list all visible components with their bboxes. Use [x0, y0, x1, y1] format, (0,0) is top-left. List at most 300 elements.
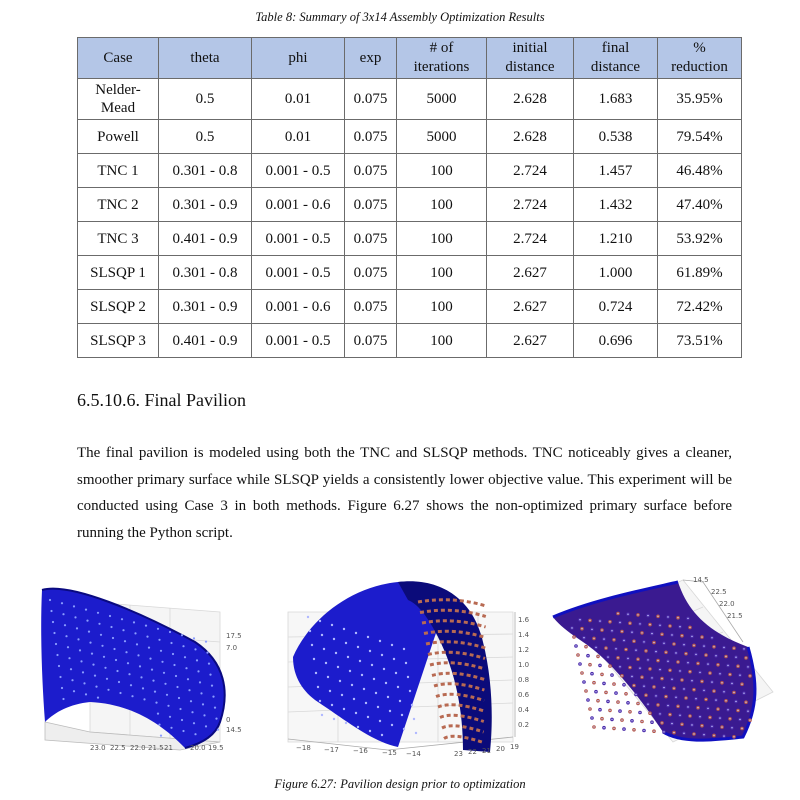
panel-dot: [163, 672, 165, 674]
panel-dot: [637, 659, 638, 660]
panel-dot: [315, 672, 317, 674]
panel-dot: [667, 705, 668, 706]
panel-dot: [83, 682, 85, 684]
panel-dot: [641, 632, 642, 633]
header-text: Case: [103, 49, 133, 66]
panel-dot: [593, 726, 594, 727]
panel-dot: [707, 708, 708, 709]
cell-iterations: 100: [397, 324, 487, 358]
panel-dot: [95, 686, 97, 688]
panel-dot: [160, 650, 162, 652]
panel-dot: [627, 658, 628, 659]
panel-dot: [627, 702, 628, 703]
panel-dot: [619, 710, 620, 711]
panel-dot: [739, 675, 740, 676]
panel-dot: [611, 719, 612, 720]
axis-tick-label: −14: [406, 750, 421, 757]
panel-dot: [601, 629, 602, 630]
panel-dot: [137, 654, 139, 656]
panel-dot: [176, 686, 178, 688]
panel-dot: [575, 645, 576, 646]
panel-dot: [325, 662, 327, 664]
panel-dot: [68, 657, 70, 659]
panel-dot: [747, 666, 748, 667]
panel-dot: [112, 637, 114, 639]
panel-dot: [679, 715, 680, 716]
panel-dot: [125, 651, 127, 653]
table-row: [78, 188, 742, 222]
panel-dot: [597, 656, 598, 657]
panel-dot: [134, 632, 136, 634]
panel-dot: [737, 666, 738, 667]
panel-dot: [169, 631, 171, 633]
panel-dot: [379, 720, 381, 722]
cell-theta: 0.301 - 0.9: [159, 290, 252, 324]
panel-dot: [77, 638, 79, 640]
cell-initial: 2.724: [487, 222, 574, 256]
panel-dot: [685, 653, 686, 654]
cell-reduction: 79.54%: [658, 120, 742, 154]
panel-dot: [403, 648, 405, 650]
panel-dot: [80, 660, 82, 662]
header-text: final: [601, 40, 630, 56]
panel-dot: [187, 678, 189, 680]
panel-dot: [367, 636, 369, 638]
cell-iterations: 100: [397, 188, 487, 222]
panel-dot: [641, 721, 642, 722]
panel-dot: [709, 717, 710, 718]
cell-exp: 0.075: [345, 290, 397, 324]
panel-dot: [205, 641, 207, 643]
panel-dot: [391, 644, 393, 646]
panel-dot: [695, 654, 696, 655]
panel-dot: [383, 668, 385, 670]
panel-dot: [651, 633, 652, 634]
panel-dot: [131, 695, 133, 697]
panel-dot: [689, 627, 690, 628]
panel-dot: [727, 665, 728, 666]
panel-dot: [693, 689, 694, 690]
axis-tick-label: 0.8: [518, 676, 530, 684]
panel-dot: [89, 642, 91, 644]
panel-dot: [629, 623, 630, 624]
panel-dot: [319, 700, 321, 702]
panel-dot: [717, 708, 718, 709]
axis-tick-label: 22: [468, 748, 477, 756]
panel-dot: [73, 690, 75, 692]
panel-dot: [169, 716, 171, 718]
panel-dot: [643, 641, 644, 642]
panel-dot: [715, 655, 716, 656]
panel-dot: [615, 692, 616, 693]
cell-exp: 0.075: [345, 324, 397, 358]
panel-dot: [91, 653, 93, 655]
panel-dot: [711, 726, 712, 727]
panel-dot: [689, 671, 690, 672]
cell-initial: 2.724: [487, 188, 574, 222]
panel-dot: [743, 693, 744, 694]
panel-dot: [397, 686, 399, 688]
panel-dot: [669, 625, 670, 626]
panel-dot: [381, 654, 383, 656]
cell-final: 1.457: [574, 154, 658, 188]
panel-dot: [701, 636, 702, 637]
panel-dot: [621, 631, 622, 632]
table-row: [78, 256, 742, 290]
panel-dot: [605, 647, 606, 648]
header-text: iterations: [413, 59, 470, 75]
panel-dot: [175, 675, 177, 677]
axis-tick-label: 22.0: [719, 600, 735, 608]
panel-dot: [146, 636, 148, 638]
panel-dot: [609, 710, 610, 711]
panel-dot: [699, 716, 700, 717]
panel-dot: [307, 616, 309, 618]
panel-dot: [739, 719, 740, 720]
panel-dot: [709, 672, 710, 673]
panel-dot: [703, 734, 704, 735]
panel-dot: [611, 674, 612, 675]
panel-dot: [79, 649, 81, 651]
panel-dot: [667, 616, 668, 617]
panel-dot: [625, 693, 626, 694]
axis-tick-label: 21.5: [148, 744, 164, 752]
axis-tick-label: 21: [482, 747, 491, 755]
panel-dot: [355, 632, 357, 634]
panel-dot: [393, 658, 395, 660]
panel-dot: [367, 716, 369, 718]
case-text: TNC 3: [97, 230, 139, 247]
panel-dot: [685, 697, 686, 698]
panel-dot: [405, 662, 407, 664]
axis-tick-label: 7.0: [226, 644, 238, 652]
axis-tick-label: 22.5: [110, 744, 126, 752]
panel-dot: [97, 697, 99, 699]
panel-dot: [579, 663, 580, 664]
panel-dot: [85, 609, 87, 611]
axis-tick-label: 1.2: [518, 646, 530, 654]
cell-final: 1.432: [574, 188, 658, 222]
panel-dot: [333, 718, 335, 720]
header-exp: [345, 38, 397, 79]
panel-dot: [737, 710, 738, 711]
panel-dot: [671, 679, 672, 680]
header-text: distance: [590, 59, 641, 75]
panel-dot: [387, 696, 389, 698]
axis-tick-label: 0.2: [518, 721, 530, 729]
panel-dot: [651, 677, 652, 678]
header-text: exp: [359, 49, 382, 66]
panel-dot: [319, 620, 321, 622]
panel-dot: [725, 656, 726, 657]
panel-dot: [651, 722, 652, 723]
panel-dot: [157, 713, 159, 715]
panel-dot: [727, 709, 728, 710]
panel-dot: [335, 652, 337, 654]
panel-dot: [61, 602, 63, 604]
panel-dot: [615, 648, 616, 649]
panel-dot: [365, 702, 367, 704]
panel-dot: [411, 704, 413, 706]
panel-dot: [194, 648, 196, 650]
cell-theta: 0.5: [159, 120, 252, 154]
panel-dot: [655, 695, 656, 696]
panel-dot: [381, 734, 383, 736]
panel-dot: [735, 657, 736, 658]
cell-case: [78, 188, 159, 222]
panel-dot: [94, 675, 96, 677]
panel-dot: [631, 720, 632, 721]
panel-dot: [85, 693, 87, 695]
panel-dot: [581, 672, 582, 673]
panel-dot: [385, 682, 387, 684]
cell-final: 1.210: [574, 222, 658, 256]
axis-tick-label: 0.6: [518, 691, 530, 699]
axis-tick-label: 21.5: [727, 612, 743, 620]
panel-dot: [647, 659, 648, 660]
panel-dot: [723, 691, 724, 692]
cell-case: [78, 290, 159, 324]
case-text: TNC 1: [97, 162, 139, 179]
case-text: Mead: [100, 100, 136, 116]
panel-dot: [151, 669, 153, 671]
panel-dot: [206, 652, 208, 654]
panel-dot: [573, 636, 574, 637]
panel-dot: [92, 664, 94, 666]
panel-dot: [639, 668, 640, 669]
panel-dot: [118, 681, 120, 683]
panel-dot: [663, 687, 664, 688]
cell-case: [78, 256, 159, 290]
panel-dot: [59, 676, 61, 678]
panel-dot: [623, 684, 624, 685]
panel-dot: [587, 699, 588, 700]
panel-dot: [609, 621, 610, 622]
panel-dot: [635, 650, 636, 651]
panel-dot: [52, 621, 54, 623]
panel-dot: [641, 677, 642, 678]
panel-dot: [158, 724, 160, 726]
panel-dot: [607, 701, 608, 702]
cell-initial: 2.724: [487, 154, 574, 188]
panel-dot: [407, 676, 409, 678]
body-paragraph: The final pavilion is modeled using both the TNC and SLSQP methods. TNC noticeably gives a cleaner, smoother primary surface while SLSQP yields a consistently lower objective value. This experiment will be conducted using Case 3 in both methods. Figure 6.27 shows the non-optimized primary surface before running the Python script.: [77, 445, 732, 541]
cell-iterations: 5000: [397, 120, 487, 154]
header-iterations: [397, 38, 487, 79]
panel-dot: [601, 718, 602, 719]
panel-dot: [157, 628, 159, 630]
panel-dot: [673, 643, 674, 644]
panel-dot: [627, 614, 628, 615]
panel-dot: [214, 707, 216, 709]
header-text: initial: [512, 40, 548, 56]
panel-dot: [613, 728, 614, 729]
panel-dot: [655, 651, 656, 652]
panel-dot: [661, 722, 662, 723]
panel-dot: [657, 704, 658, 705]
panel-dot: [101, 645, 103, 647]
panel-dot: [119, 692, 121, 694]
panel-dot: [152, 680, 154, 682]
panel-dot: [185, 667, 187, 669]
case-text: Nelder-: [95, 82, 141, 98]
table-body: [78, 79, 742, 358]
panel-dot: [199, 681, 201, 683]
panel-dot: [649, 713, 650, 714]
panel-dot: [671, 723, 672, 724]
cell-phi: 0.001 - 0.6: [252, 188, 345, 222]
panel-dot: [53, 632, 55, 634]
panel-dot: [729, 718, 730, 719]
case-text: SLSQP 3: [90, 332, 146, 349]
axis-tick-label: 14.5: [226, 726, 242, 734]
cell-initial: 2.627: [487, 324, 574, 358]
cell-phi: 0.01: [252, 120, 345, 154]
panel-dot: [181, 634, 183, 636]
panel-dot: [659, 713, 660, 714]
cell-final: 1.683: [574, 79, 658, 120]
cell-case: [78, 154, 159, 188]
cell-exp: 0.075: [345, 222, 397, 256]
panel-dot: [217, 729, 219, 731]
panel-dot: [617, 657, 618, 658]
axis-tick-label: 22.5: [711, 588, 727, 596]
panel-dot: [669, 714, 670, 715]
panel-dot: [178, 697, 180, 699]
panel-dot: [599, 665, 600, 666]
panel-dot: [333, 638, 335, 640]
axis-tick-label: 19: [510, 743, 519, 751]
cell-case: [78, 222, 159, 256]
panel-dot: [675, 697, 676, 698]
panel-dot: [601, 674, 602, 675]
panel-dot: [363, 688, 365, 690]
panel-dot: [182, 730, 184, 732]
table-row: [78, 154, 742, 188]
panel-dot: [589, 708, 590, 709]
panel-dot: [399, 700, 401, 702]
header-text: distance: [505, 59, 555, 75]
panel-dot: [345, 642, 347, 644]
cell-final: 1.000: [574, 256, 658, 290]
panel-dot: [659, 625, 660, 626]
panel-dot: [741, 728, 742, 729]
panel-dot: [729, 674, 730, 675]
panel-dot: [747, 711, 748, 712]
panel-dot: [375, 692, 377, 694]
panel-dot: [359, 660, 361, 662]
panel-dot: [205, 725, 207, 727]
axis-tick-label: 20.0: [190, 744, 206, 752]
panel-dot: [343, 628, 345, 630]
figure-view-2: [278, 572, 533, 757]
table-header-row: [78, 38, 742, 79]
panel-dot: [735, 701, 736, 702]
panel-dot: [725, 700, 726, 701]
panel-dot: [639, 623, 640, 624]
panel-dot: [329, 690, 331, 692]
panel-dot: [139, 665, 141, 667]
panel-dot: [681, 635, 682, 636]
panel-dot: [633, 729, 634, 730]
figure-view-1: [30, 572, 255, 757]
cell-exp: 0.075: [345, 154, 397, 188]
panel-dot: [721, 726, 722, 727]
axis-tick-label: −17: [324, 746, 339, 754]
panel-dot: [705, 654, 706, 655]
panel-dot: [653, 686, 654, 687]
panel-dot: [110, 626, 112, 628]
panel-dot: [713, 735, 714, 736]
panel-dot: [164, 683, 166, 685]
cell-theta: 0.301 - 0.9: [159, 188, 252, 222]
cell-reduction: 46.48%: [658, 154, 742, 188]
case-text: TNC 2: [97, 196, 139, 213]
axis-tick-label: 14.5: [693, 576, 709, 584]
panel-dot: [351, 684, 353, 686]
panel-dot: [133, 621, 135, 623]
panel-dot: [149, 658, 151, 660]
panel-dot: [653, 731, 654, 732]
panel-dot: [687, 706, 688, 707]
table-row: [78, 290, 742, 324]
panel-dot: [211, 685, 213, 687]
panel-dot: [591, 673, 592, 674]
panel-dot: [166, 694, 168, 696]
panel-dot: [193, 637, 195, 639]
panel-dot: [683, 688, 684, 689]
header-case: [78, 38, 159, 79]
panel-dot: [639, 712, 640, 713]
cell-reduction: 61.89%: [658, 256, 742, 290]
panel-dot: [50, 610, 52, 612]
panel-dot: [173, 664, 175, 666]
panel-dot: [679, 626, 680, 627]
cell-theta: 0.301 - 0.8: [159, 154, 252, 188]
cell-reduction: 73.51%: [658, 324, 742, 358]
panel-dot: [311, 644, 313, 646]
panel-dot: [145, 625, 147, 627]
cell-exp: 0.075: [345, 120, 397, 154]
panel-dot: [343, 708, 345, 710]
cell-theta: 0.301 - 0.8: [159, 256, 252, 290]
panel-dot: [657, 660, 658, 661]
panel-dot: [681, 679, 682, 680]
panel-dot: [121, 618, 123, 620]
cell-exp: 0.075: [345, 256, 397, 290]
panel-dot: [599, 709, 600, 710]
panel-dot: [104, 667, 106, 669]
figure-caption: Figure 6.27: Pavilion design prior to optimization: [274, 777, 526, 791]
axis-tick-label: −16: [353, 747, 368, 755]
panel-dot: [613, 683, 614, 684]
panel-dot: [677, 706, 678, 707]
cell-iterations: 100: [397, 290, 487, 324]
panel-dot: [208, 663, 210, 665]
panel-dot: [649, 624, 650, 625]
panel-dot: [619, 666, 620, 667]
panel-dot: [667, 661, 668, 662]
panel-dot: [745, 702, 746, 703]
panel-dot: [669, 670, 670, 671]
header-text: # of: [429, 40, 454, 56]
table-row: [78, 79, 742, 120]
cell-exp: 0.075: [345, 188, 397, 222]
cell-case: [78, 324, 159, 358]
case-text: SLSQP 2: [90, 298, 146, 315]
panel-dot: [103, 656, 105, 658]
cell-case: [78, 120, 159, 154]
